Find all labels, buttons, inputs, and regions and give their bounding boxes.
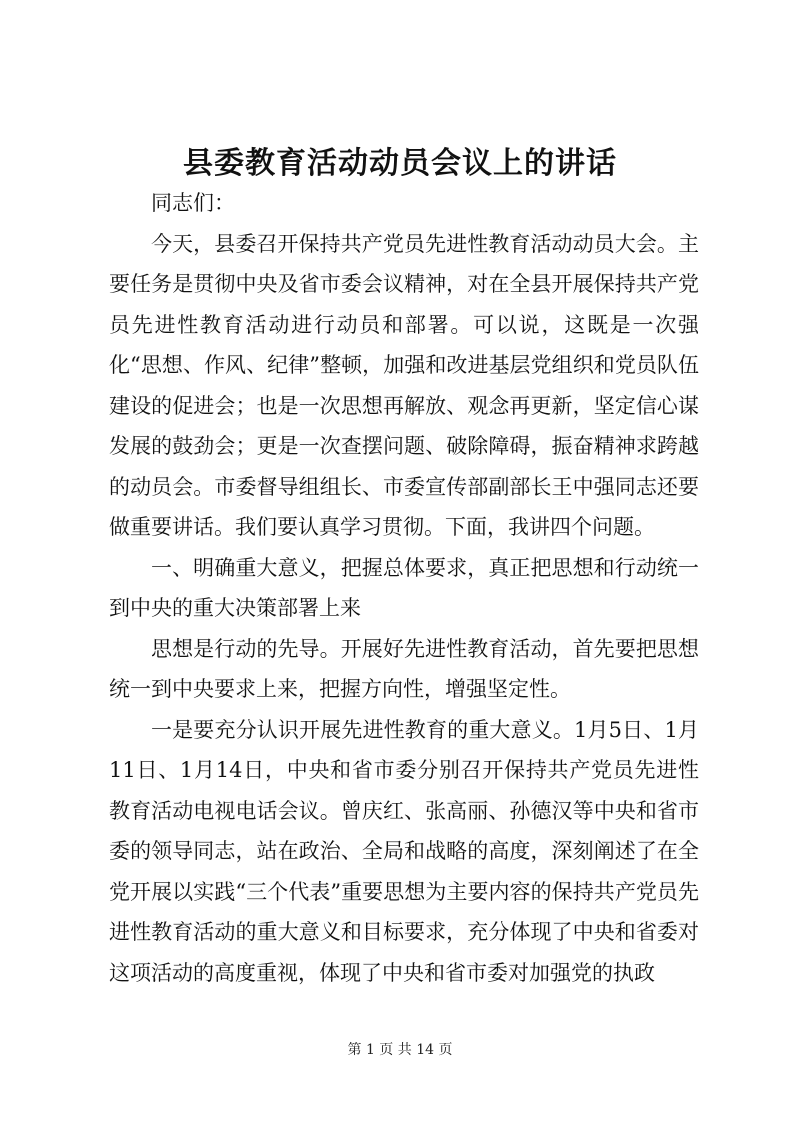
body-paragraph: 思想是行动的先导。开展好先进性教育活动，首先要把思想统一到中央要求上来，把握方向性，增强坚定性。 (109, 636, 699, 701)
page-number-footer: 第 1 页 共 14 页 (347, 1042, 453, 1058)
document-title: 县委教育活动动员会议上的讲话 (183, 146, 617, 181)
intro-paragraph: 今天，县委召开保持共产党员先进性教育活动动员大会。主要任务是贯彻中央及省市委会议精神，对在全县开展保持共产党员先进性教育活动进行动员和部署。可以说，这既是一次强化“思想、作风、纪律”整顿，加强和改进基层党组织和党员队伍建设的促进会；也是一次思想再解放、观念再更新，坚定信心谋发展的鼓劲会；更是一次查摆问题、破除障碍，振奋精神求跨越的动员会。市委督导组组长、市委宣传部副部长王中强同志还要做重要讲话。我们要认真学习贯彻。下面，我讲四个问题。 (109, 231, 699, 539)
document-body (109, 183, 699, 993)
body-paragraph: 一是要充分认识开展先进性教育的重大意义。1月5日、1月11日、1月14日，中央和省市委分别召开保持共产党员先进性教育活动电视电话会议。曾庆红、张高丽、孙德汉等中央和省市委的领导同志，站在政治、全局和战略的高度，深刻阐述了在全党开展以实践“三个代表”重要思想为主要内容的保持共产党员先进性教育活动的重大意义和目标要求，充分体现了中央和省委对这项活动的高度重视，体现了中央和省市委对加强党的执政 (109, 717, 699, 985)
section-heading-paragraph: 一、明确重大意义，把握总体要求，真正把思想和行动统一到中央的重大决策部署上来 (109, 555, 699, 620)
salutation-paragraph: 同志们： (151, 191, 235, 215)
